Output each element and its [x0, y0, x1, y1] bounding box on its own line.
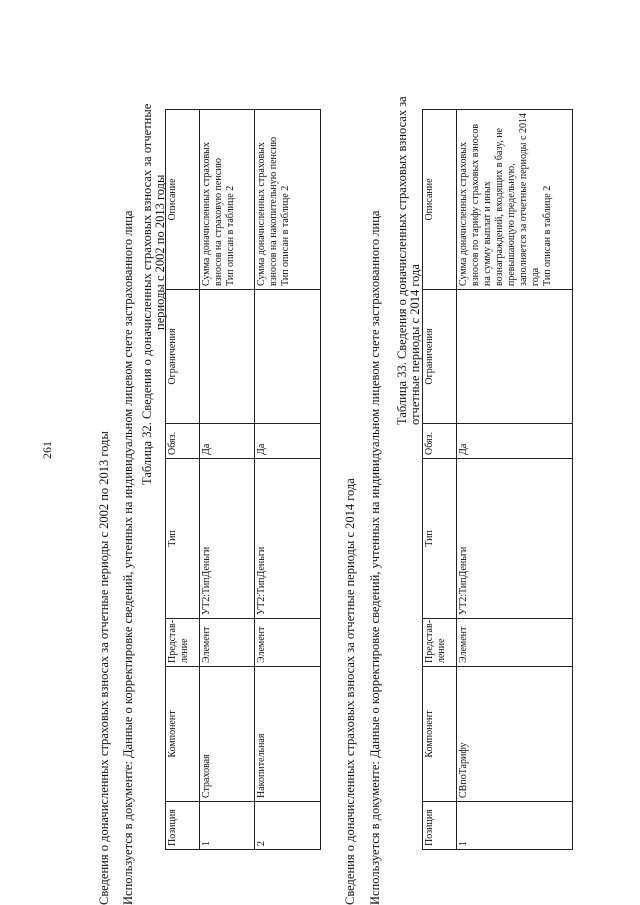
table32-caption-line1: Таблица 32. Сведения о доначисленных страховых взносах за отчетные	[140, 103, 154, 485]
table33-header-restrictions: Ограничения	[423, 290, 457, 424]
section1-heading: Сведения о доначисленных страховых взносах за отчетные периоды с 2002 по 2013 годы	[97, 431, 111, 905]
table-cell: Сумма доначисленных страховых взносов на страховую пенсию Тип описан в таблице 2	[200, 110, 255, 290]
table-cell: Элемент	[200, 619, 255, 667]
table32-caption-line2: периоды с 2002 по 2013 годы	[153, 174, 167, 330]
table33-header-position: Позиция	[423, 802, 457, 850]
table-cell: Страховая	[200, 667, 255, 802]
table-cell: Накопительная	[255, 667, 321, 802]
table-row	[255, 110, 321, 850]
table-cell	[200, 290, 255, 424]
table-cell	[255, 290, 321, 424]
table-cell	[457, 290, 573, 424]
table32-header-component: Компонент	[166, 667, 200, 802]
table32-header-description: Описание	[166, 110, 200, 290]
table33-header-representation: Представ-ление	[423, 619, 457, 667]
table33-header-type: Тип	[423, 459, 457, 619]
table-33	[422, 110, 573, 850]
table33-caption-line1: Таблица 33. Сведения о доначисленных страховых взносах за	[395, 96, 409, 425]
table33-header-required: Обяз.	[423, 424, 457, 459]
table-cell: Да	[457, 424, 573, 459]
table-cell: Да	[255, 424, 321, 459]
table-row	[457, 110, 573, 850]
table32-header-type: Тип	[166, 459, 200, 619]
table-cell: 1	[457, 802, 573, 850]
table-cell: СВпоТарифу	[457, 667, 573, 802]
table33-header-description: Описание	[423, 110, 457, 290]
table-32	[165, 110, 321, 850]
table-cell: УТ2:ТипДеньги	[255, 459, 321, 619]
table32-header-required: Обяз.	[166, 424, 200, 459]
section1-used-in: Используется в документе: Данные о корректировке сведений, учтенных на индивидуальном лицевом счете застрахованного лица	[121, 210, 135, 905]
table-cell: 2	[255, 802, 321, 850]
table32-header-representation: Представ-ление	[166, 619, 200, 667]
table-cell: УТ2:ТипДеньги	[457, 459, 573, 619]
table-cell: УТ2:ТипДеньги	[200, 459, 255, 619]
section2-heading: Сведения о доначисленных страховых взносах за отчетные периоды с 2014 года	[343, 478, 357, 905]
table-cell: Да	[200, 424, 255, 459]
table32-header-row	[166, 110, 200, 850]
table33-header-component: Компонент	[423, 667, 457, 802]
table-cell: Элемент	[255, 619, 321, 667]
table-row	[200, 110, 255, 850]
table-cell: Элемент	[457, 619, 573, 667]
section2-used-in: Используется в документе: Данные о корректировке сведений, учтенных на индивидуальном лицевом счете застрахованного лица	[368, 210, 382, 905]
page-number: 261	[40, 441, 54, 459]
table32-header-position: Позиция	[166, 802, 200, 850]
table32-header-restrictions: Ограничения	[166, 290, 200, 424]
table-cell: Сумма доначисленных страховых взносов по тарифу страховых взносов на сумму выплат и иных вознаграждений, входящих в базу, не превышающую предельную, заполняется за отчетные периоды с 2014 года Тип описан в таблице 2	[457, 110, 573, 290]
table33-caption-line2: отчетные периоды с 2014 года	[408, 264, 422, 425]
table-cell: 1	[200, 802, 255, 850]
table-cell: Сумма доначисленных страховых взносов на накопительную пенсию Тип описан в таблице 2	[255, 110, 321, 290]
table33-header-row	[423, 110, 457, 850]
